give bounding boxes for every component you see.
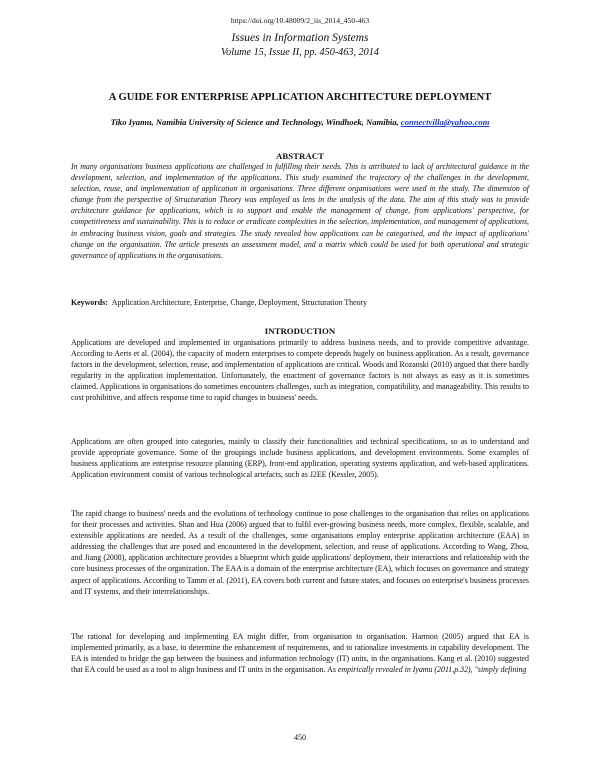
intro-paragraph-4-text: The rational for developing and implementing EA might differ, from organisation to organisation. Harmon (2005) argued that EA is implemented primarily, as a base, to determine the enhancement of requirements, and to rationalize investments in capability development. The EA is intended to bridge the gap between the business and information technology (IT) units, in the organisations. Kang et al. (2010) suggested that EA could be used as a tool to align business and IT units in the organisation. As <box>71 632 529 675</box>
doi-link[interactable]: https://doi.org/10.48009/2_iis_2014_450-463 <box>230 16 370 25</box>
author-affiliation: Tiko Iyamu, Namibia University of Science and Technology, Windhoek, Namibia, <box>110 117 399 127</box>
intro-paragraph-2: Applications are often grouped into categories, mainly to classify their functionalities and technical specifications, so as to understand and provide appropriate governance. Some of the groupings include business applications, and development environments. Some examples of business applications are enterprise resource planning (ERP), front-end application, operating systems application, and web-based applications. Application environment consist of various technological artefacts, such as J2EE (Kessler, 2005). <box>71 437 529 480</box>
intro-paragraph-1: Applications are developed and implemented in organisations primarily to address business needs, and to provide competitive advantage. According to Aerts et al. (2004), the capacity of modern enterprises to compete depends hugely on business application. As a result, governance factors in the development, selection, reuse, and implementation of applications are critical. Woods and Rozanski (2010) argued that there hardly regularity in the application implementation. Unfortunately, the enactment of governance factors is not always as easy as it is sometimes claimed. Applications in organisations do sometimes encounters challenges, such as integration, compatibility, and manageability. This results to cost prohibitive, and affects response time to rapid changes in business' needs. <box>71 338 529 403</box>
page-number: 450 <box>294 733 306 742</box>
keywords-label: Keywords: <box>71 298 108 307</box>
intro-paragraph-4 <box>71 631 529 675</box>
abstract-text: In many organisations business applications are challenged in fulfilling their needs. This is attributed to lack of architectural guidance in the development, selection, and implementation of the applications. This study examined the trajectory of the challenges in the development, selection, reuse, and implementation of application in organisations. Three different organisations were used in the study. The dimension of change from the perspective of Structuration Theory was employed as lens in the analysis of the data. The aim of this study was to provide architecture guidance for applications, which is to support and enable the management of change, from applications' perspective, for competitiveness and sustainability. This is to reduce or eradicate complexities in the selection, implementation, and management of applications, in embracing business vision, goals and strategies. The study revealed how applications can be categorised, and the impact of applications' change on the organisation. The article presents an assessment model, and a matrix which could be used for both operational and strategic governance of applications in the organisations. <box>71 162 529 260</box>
keywords-text: Application Architecture, Enterprise, Change, Deployment, Structuration Theory <box>111 298 368 307</box>
journal-volume: Volume 15, Issue II, pp. 450-463, 2014 <box>221 47 379 58</box>
abstract-heading: ABSTRACT <box>276 151 324 161</box>
introduction-heading: INTRODUCTION <box>264 326 336 336</box>
keywords <box>71 298 529 307</box>
journal-name: Issues in Information Systems <box>231 32 369 44</box>
author-line <box>0 117 600 127</box>
intro-paragraph-4-quote: empirically revealed in Iyamu (2011,p.32), "simply defining <box>337 665 527 675</box>
author-email-link[interactable]: connectvilla@yahoo.com <box>400 117 490 127</box>
intro-paragraph-3: The rapid change to business' needs and the evolutions of technology continue to pose challenges to the organisation that relies on applications for their processes and activities. Shan and Hua (2006) argued that to fulfil ever-growing business needs, more complex, flexible, scalable, and extensible applications are needed. As a result of the challenges, some organisations employ enterprise application architecture (EAA) in addressing the challenges that are posed and encountered in the development, selection, and reuse of applications. According to Wang, Zhou, and Jiang (2008), application architecture provides a blueprint which guide applications' deployment, their interactions and relationship with the core business processes of the organization. The EAA is a domain of the enterprise architecture (EA), which focuses on governance and strategy aspect of applications. According to Tamm et al. (2011), EA covers both current and future states, and focuses on enterprise's business processes and IT systems, and their interrelationships. <box>71 509 529 596</box>
paper-title: A GUIDE FOR ENTERPRISE APPLICATION ARCHITECTURE DEPLOYMENT <box>108 92 492 103</box>
